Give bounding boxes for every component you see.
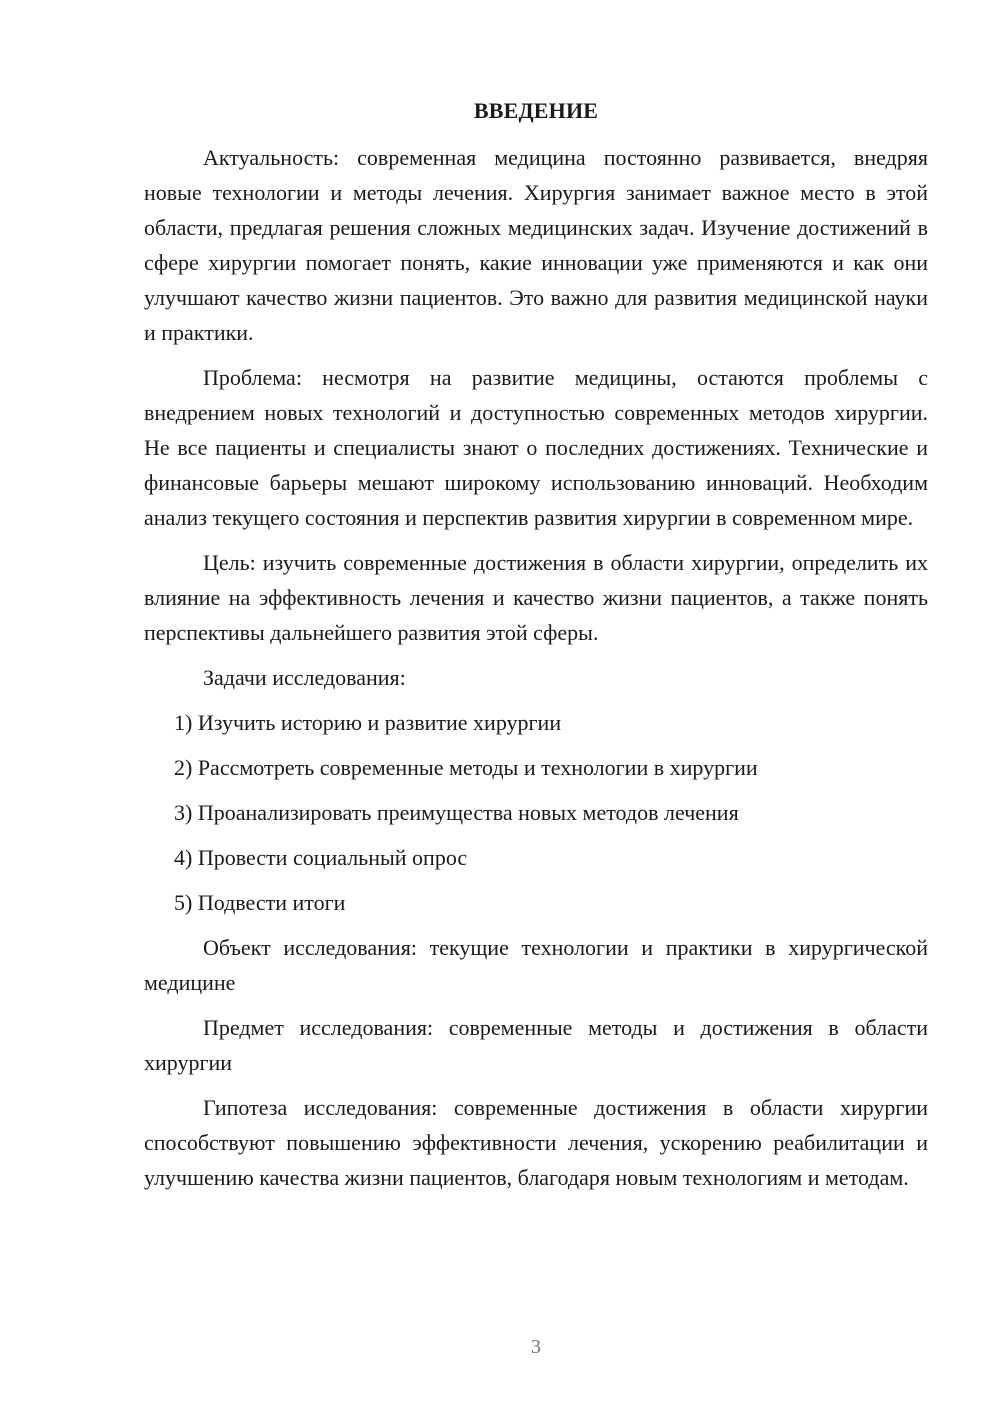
list-item: 2) Рассмотреть современные методы и технологии в хирургии [174,755,758,780]
list-item: 4) Провести социальный опрос [174,845,468,870]
tasks-list [144,705,928,920]
page-number: 3 [531,1336,541,1358]
document-body [144,140,928,1205]
list-item: 3) Проанализировать преимущества новых методов лечения [174,800,739,825]
list-item: 5) Подвести итоги [174,890,346,915]
paragraph-object: Объект исследования: текущие технологии и практики в хирургической медицине [144,935,928,995]
page-title: ВВЕДЕНИЕ [473,98,599,123]
list-item: 1) Изучить историю и развитие хирургии [174,710,562,735]
paragraph-relevance: Актуальность: современная медицина постоянно развивается, внедряя новые технологии и методы лечения. Хирургия занимает важное место в этой области, предлагая решения сложных медицинских задач. Изучение достижений в сфере хирургии помогает понять, какие инновации уже применяются и как они улучшают качество жизни пациентов. Это важно для развития медицинской науки и практики. [144,145,928,345]
paragraph-problem: Проблема: несмотря на развитие медицины, остаются проблемы с внедрением новых технологий и доступностью современных методов хирургии. Не все пациенты и специалисты знают о последних достижениях. Технические и финансовые барьеры мешают широкому использованию инноваций. Необходим анализ текущего состояния и перспектив развития хирургии в современном мире. [144,365,928,530]
paragraph-goal: Цель: изучить современные достижения в области хирургии, определить их влияние на эффективность лечения и качество жизни пациентов, а также понять перспективы дальнейшего развития этой сферы. [144,550,928,645]
paragraph-subject: Предмет исследования: современные методы и достижения в области хирургии [144,1015,928,1075]
paragraph-hypothesis: Гипотеза исследования: современные достижения в области хирургии способствуют повышению эффективности лечения, ускорению реабилитации и улучшению качества жизни пациентов, благодаря новым технологиям и методам. [144,1095,928,1190]
tasks-heading: Задачи исследования: [203,665,406,690]
